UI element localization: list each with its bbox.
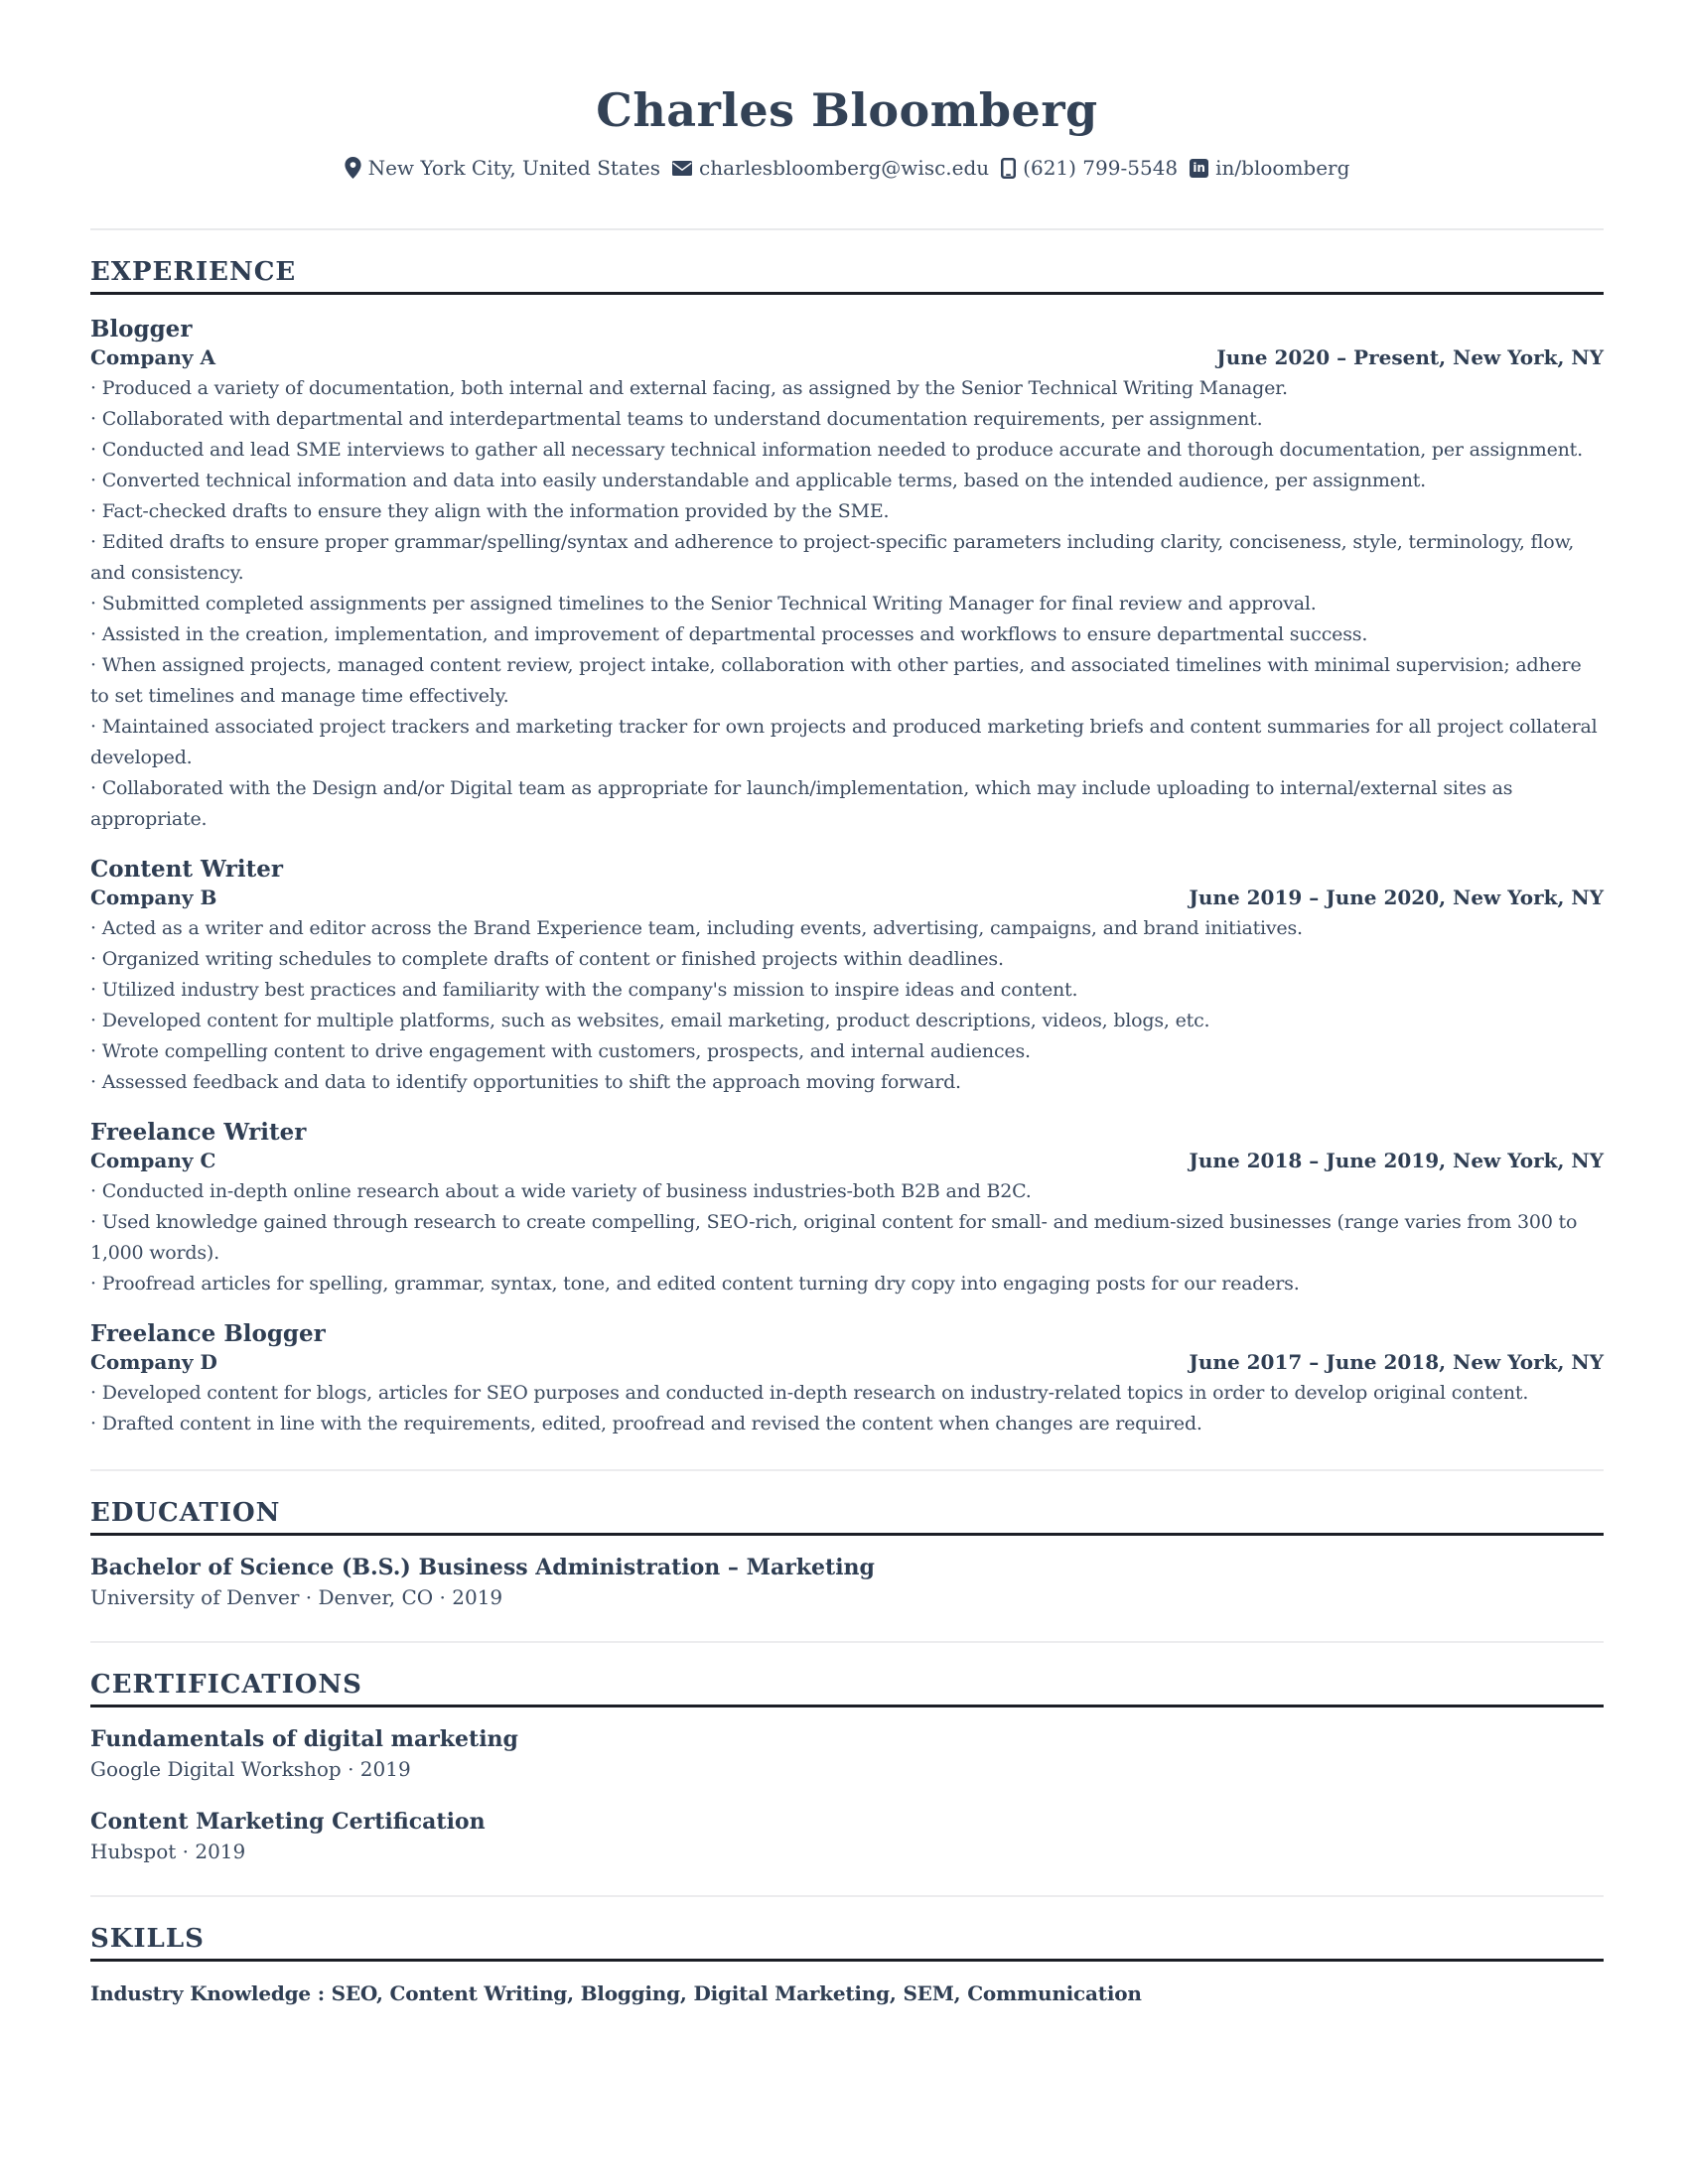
section-divider bbox=[90, 1895, 1604, 1897]
job-dates: June 2017 – June 2018, New York, NY bbox=[1189, 1350, 1604, 1374]
job-company: Company D bbox=[90, 1350, 217, 1374]
job-title: Blogger bbox=[90, 316, 193, 342]
job-title: Freelance Writer bbox=[90, 1119, 307, 1146]
bullet-item: · Wrote compelling content to drive engagement with customers, prospects, and internal audiences. bbox=[90, 1036, 1604, 1067]
bullet-item: · Developed content for blogs, articles for SEO purposes and conducted in-depth research on industry-related topics in order to develop original content. bbox=[90, 1378, 1604, 1409]
bullet-item: · Converted technical information and data into easily understandable and applicable terms, based on the intended audience, per assignment. bbox=[90, 466, 1604, 496]
certification-entry bbox=[90, 1726, 1604, 1783]
skills-line: Industry Knowledge : SEO, Content Writing, Blogging, Digital Marketing, SEM, Communication bbox=[90, 1981, 1142, 2005]
contact-phone[interactable] bbox=[1001, 153, 1178, 183]
education-heading: EDUCATION bbox=[90, 1498, 1604, 1536]
job-company: Company B bbox=[90, 886, 217, 909]
contact-location bbox=[345, 153, 660, 183]
job-dates: June 2018 – June 2019, New York, NY bbox=[1189, 1149, 1604, 1172]
bullet-item: · Conducted and lead SME interviews to gather all necessary technical information needed to produce accurate and thorough documentation, per assignment. bbox=[90, 435, 1604, 466]
contact-row bbox=[90, 153, 1604, 183]
bullet-item: · Utilized industry best practices and familiarity with the company's mission to inspire ideas and content. bbox=[90, 975, 1604, 1006]
location-pin-icon bbox=[345, 157, 361, 179]
bullet-item: · When assigned projects, managed content review, project intake, collaboration with other parties, and associated timelines with minimal supervision; adhere to set timelines and manage time effectively. bbox=[90, 650, 1604, 712]
certifications-section bbox=[90, 1670, 1604, 1865]
job-entry bbox=[90, 1119, 1604, 1299]
section-divider bbox=[90, 1641, 1604, 1643]
linkedin-icon: in bbox=[1190, 159, 1208, 178]
certification-details: Google Digital Workshop · 2019 bbox=[90, 1757, 411, 1781]
job-bullets bbox=[90, 1378, 1604, 1439]
contact-email[interactable] bbox=[672, 153, 989, 183]
certification-entry bbox=[90, 1809, 1604, 1865]
certification-details: Hubspot · 2019 bbox=[90, 1840, 246, 1863]
header-divider bbox=[90, 228, 1604, 230]
bullet-item: · Drafted content in line with the requirements, edited, proofread and revised the content when changes are required. bbox=[90, 1409, 1604, 1439]
contact-phone-text[interactable]: (621) 799-5548 bbox=[1023, 156, 1179, 180]
bullet-item: · Produced a variety of documentation, both internal and external facing, as assigned by the Senior Technical Writing Manager. bbox=[90, 373, 1604, 404]
degree-title: Bachelor of Science (B.S.) Business Administration – Marketing bbox=[90, 1555, 875, 1580]
job-company: Company C bbox=[90, 1149, 216, 1172]
job-dates: June 2020 – Present, New York, NY bbox=[1216, 345, 1604, 369]
bullet-item: · Acted as a writer and editor across the Brand Experience team, including events, advertising, campaigns, and brand initiatives. bbox=[90, 913, 1604, 944]
experience-heading: EXPERIENCE bbox=[90, 257, 1604, 295]
bullet-item: · Submitted completed assignments per assigned timelines to the Senior Technical Writing Manager for final review and approval. bbox=[90, 589, 1604, 619]
bullet-item: · Maintained associated project trackers and marketing tracker for own projects and produced marketing briefs and content summaries for all project collateral developed. bbox=[90, 712, 1604, 773]
job-title: Content Writer bbox=[90, 856, 284, 883]
bullet-item: · Conducted in-depth online research about a wide variety of business industries-both B2B and B2C. bbox=[90, 1176, 1604, 1207]
job-dates: June 2019 – June 2020, New York, NY bbox=[1189, 886, 1604, 909]
certifications-heading: CERTIFICATIONS bbox=[90, 1670, 1604, 1707]
certification-name: Fundamentals of digital marketing bbox=[90, 1726, 518, 1752]
job-bullets bbox=[90, 913, 1604, 1098]
resume-header bbox=[90, 81, 1604, 183]
bullet-item: · Proofread articles for spelling, grammar, syntax, tone, and edited content turning dry copy into engaging posts for our readers. bbox=[90, 1269, 1604, 1299]
bullet-item: · Assessed feedback and data to identify opportunities to shift the approach moving forward. bbox=[90, 1067, 1604, 1098]
contact-location-text: New York City, United States bbox=[367, 156, 660, 180]
contact-linkedin[interactable] bbox=[1190, 153, 1349, 183]
job-entry bbox=[90, 856, 1604, 1098]
job-bullets bbox=[90, 373, 1604, 835]
job-entry bbox=[90, 316, 1604, 835]
bullet-item: · Collaborated with the Design and/or Digital team as appropriate for launch/implementation, which may include uploading to internal/external sites as appropriate. bbox=[90, 773, 1604, 835]
bullet-item: · Used knowledge gained through research to create compelling, SEO-rich, original content for small- and medium-sized businesses (range varies from 300 to 1,000 words). bbox=[90, 1207, 1604, 1269]
skills-section bbox=[90, 1924, 1604, 2007]
degree-details: University of Denver · Denver, CO · 2019 bbox=[90, 1585, 503, 1609]
bullet-item: · Fact-checked drafts to ensure they align with the information provided by the SME. bbox=[90, 496, 1604, 527]
contact-linkedin-text[interactable]: in/bloomberg bbox=[1215, 156, 1350, 180]
bullet-item: · Developed content for multiple platforms, such as websites, email marketing, product descriptions, videos, blogs, etc. bbox=[90, 1006, 1604, 1036]
bullet-item: · Assisted in the creation, implementation, and improvement of departmental processes and workflows to ensure departmental success. bbox=[90, 619, 1604, 650]
certification-name: Content Marketing Certification bbox=[90, 1809, 486, 1835]
job-title: Freelance Blogger bbox=[90, 1320, 326, 1347]
bullet-item: · Edited drafts to ensure proper grammar/spelling/syntax and adherence to project-specific parameters including clarity, conciseness, style, terminology, flow, and consistency. bbox=[90, 527, 1604, 589]
education-section bbox=[90, 1498, 1604, 1611]
job-company: Company A bbox=[90, 345, 216, 369]
bullet-item: · Organized writing schedules to complete drafts of content or finished projects within deadlines. bbox=[90, 944, 1604, 975]
job-entry bbox=[90, 1320, 1604, 1439]
section-divider bbox=[90, 1469, 1604, 1471]
contact-email-text[interactable]: charlesbloomberg@wisc.edu bbox=[699, 156, 990, 180]
envelope-icon bbox=[672, 161, 692, 176]
person-name: Charles Bloomberg bbox=[596, 83, 1098, 137]
skills-heading: SKILLS bbox=[90, 1924, 1604, 1962]
job-bullets bbox=[90, 1176, 1604, 1299]
bullet-item: · Collaborated with departmental and interdepartmental teams to understand documentation requirements, per assignment. bbox=[90, 404, 1604, 435]
mobile-phone-icon bbox=[1001, 158, 1016, 179]
experience-section bbox=[90, 257, 1604, 1439]
